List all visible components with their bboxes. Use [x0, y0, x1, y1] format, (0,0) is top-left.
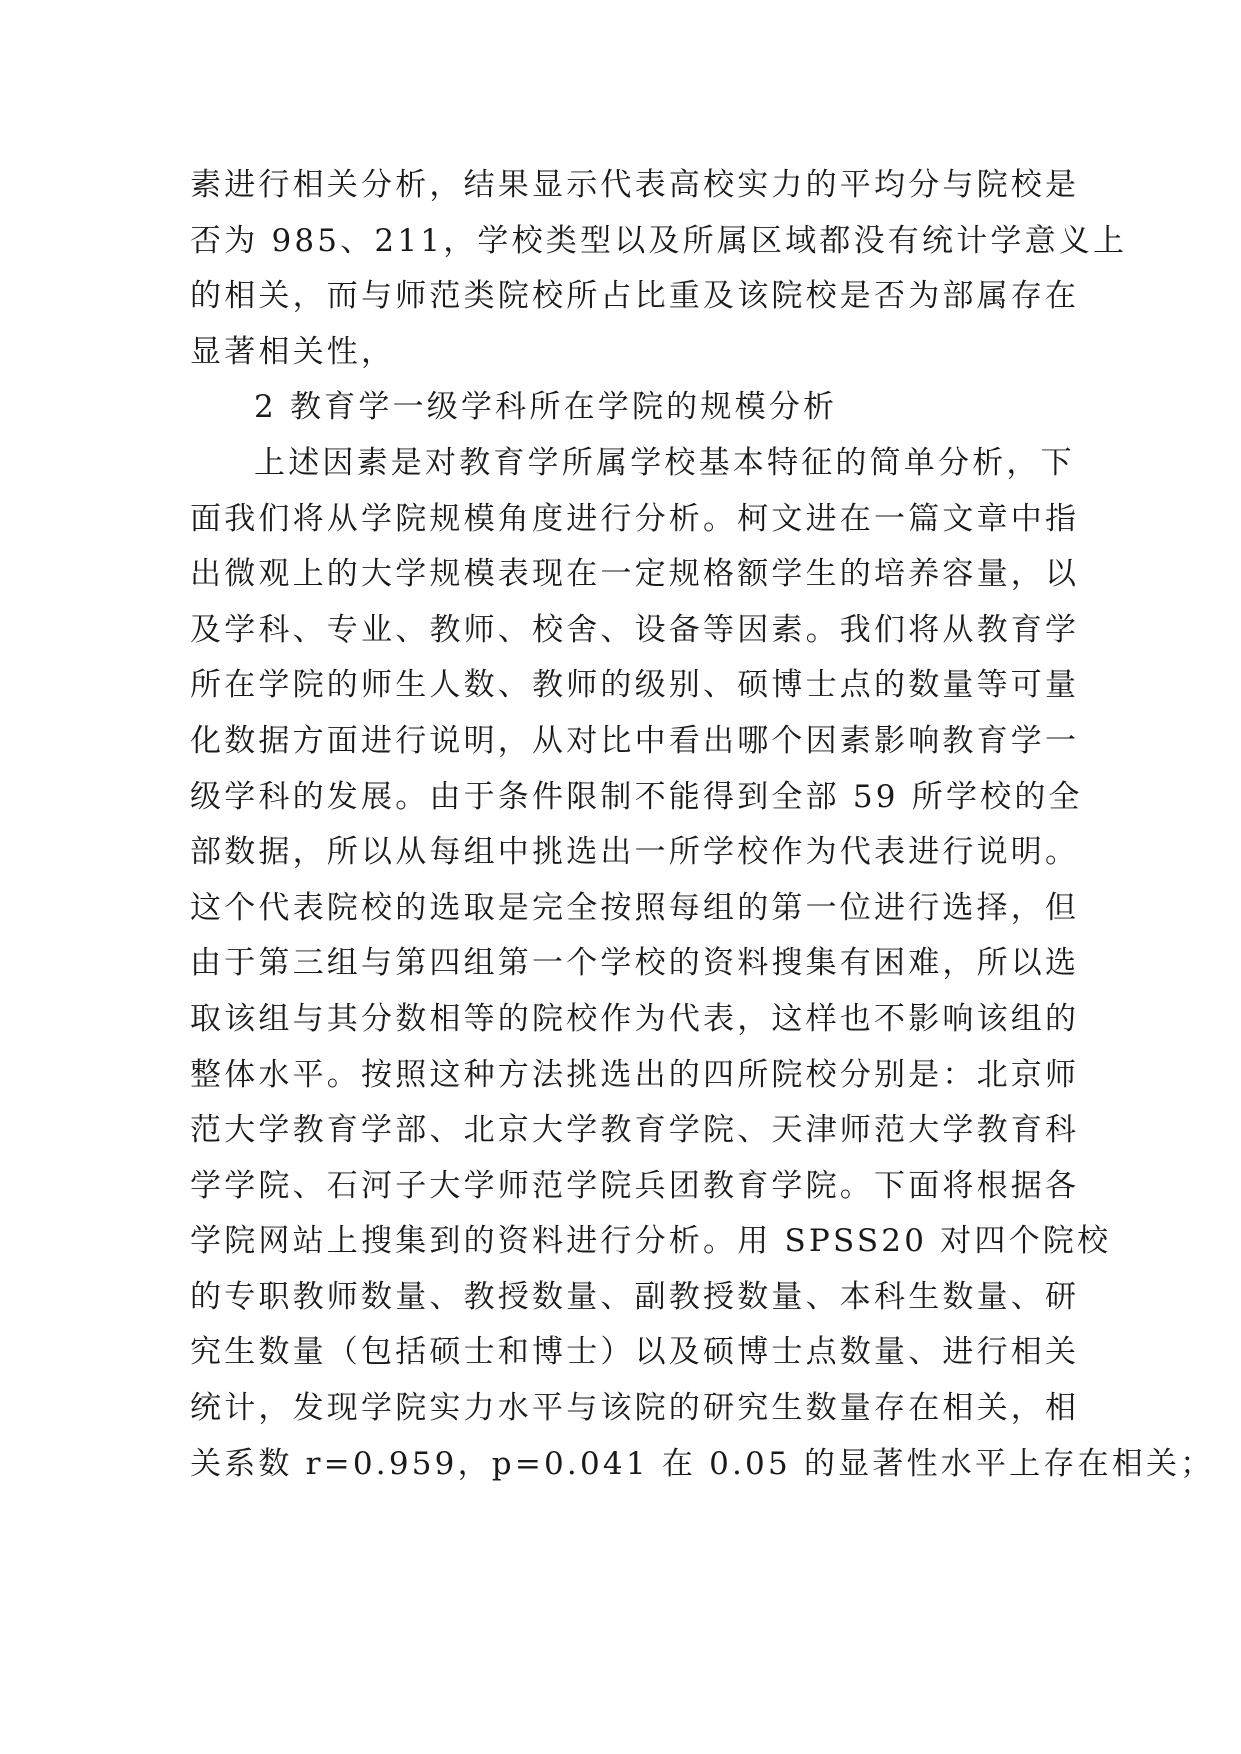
- text-line: 上述因素是对教育学所属学校基本特征的简单分析，下: [254, 444, 1075, 481]
- text-line: 由于第三组与第四组第一个学校的资料搜集有困难，所以选: [190, 945, 1080, 982]
- text-line: 及学科、专业、教师、校舍、设备等因素。我们将从教育学: [190, 611, 1080, 648]
- text-line: 范大学教育学部、北京大学教育学院、天津师范大学教育科: [190, 1112, 1080, 1149]
- text-line: 的相关，而与师范类院校所占比重及该院校是否为部属存在: [190, 278, 1080, 315]
- text-line: 级学科的发展。由于条件限制不能得到全部 59 所学校的全: [190, 778, 1083, 815]
- section-heading: 2 教育学一级学科所在学院的规模分析: [254, 389, 838, 426]
- text-line: 面我们将从学院规模角度进行分析。柯文进在一篇文章中指: [190, 500, 1080, 537]
- text-line: 部数据，所以从每组中挑选出一所学校作为代表进行说明。: [190, 834, 1080, 871]
- text-line: 究生数量（包括硕士和博士）以及硕博士点数量、进行相关: [190, 1334, 1080, 1371]
- text-line: 素进行相关分析，结果显示代表高校实力的平均分与院校是: [190, 167, 1080, 203]
- text-line: 统计，发现学院实力水平与该院的研究生数量存在相关，相: [190, 1390, 1080, 1427]
- body-text: [190, 158, 1215, 1492]
- text-line: 出微观上的大学规模表现在一定规格额学生的培养容量，以: [190, 556, 1080, 593]
- text-line: 所在学院的师生人数、教师的级别、硕博士点的数量等可量: [190, 667, 1080, 704]
- text-line: 这个代表院校的选取是完全按照每组的第一位进行选择，但: [190, 889, 1080, 926]
- text-line: 学院网站上搜集到的资料进行分析。用 SPSS20 对四个院校: [190, 1223, 1112, 1260]
- text-line: 显著相关性，: [190, 333, 396, 370]
- text-line: 学学院、石河子大学师范学院兵团教育学院。下面将根据各: [190, 1167, 1080, 1204]
- text-line: 的专职教师数量、教授数量、副教授数量、本科生数量、研: [190, 1278, 1080, 1315]
- text-line: 取该组与其分数相等的院校作为代表，这样也不影响该组的: [190, 1000, 1080, 1037]
- text-line: 整体水平。按照这种方法挑选出的四所院校分别是：北京师: [190, 1056, 1080, 1093]
- text-line: 关系数 r=0.959，p=0.041 在 0.05 的显著性水平上存在相关；: [190, 1445, 1215, 1482]
- text-line: 化数据方面进行说明，从对比中看出哪个因素影响教育学一: [190, 722, 1080, 759]
- text-line: 否为 985、211，学校类型以及所属区域都没有统计学意义上: [190, 222, 1128, 259]
